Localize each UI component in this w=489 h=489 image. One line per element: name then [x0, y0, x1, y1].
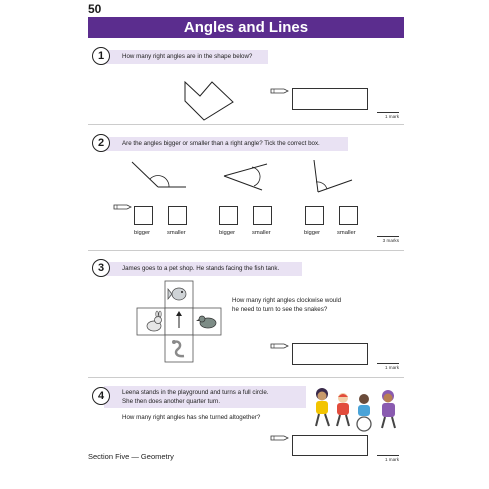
mark-line: [377, 363, 399, 364]
angle-3-figure: [306, 158, 356, 196]
playground-children-illustration: [310, 386, 410, 436]
section-footer: Section Five — Geometry: [88, 452, 174, 461]
question-4-line2: She then does another quarter turn.: [122, 398, 221, 405]
question-4-marks: 1 mark: [384, 457, 399, 462]
question-2-text: Are the angles bigger or smaller than a right angle? Tick the correct box.: [122, 140, 320, 147]
snake-icon: [170, 338, 190, 360]
pencil-icon: [271, 341, 289, 351]
parrot-icon: [196, 312, 220, 332]
mark-line: [377, 455, 399, 456]
question-4-line1: Leena stands in the playground and turns a full circle.: [122, 389, 269, 396]
q2c-smaller-box[interactable]: [339, 206, 358, 225]
question-3-line2: he need to turn to see the snakes?: [232, 306, 328, 313]
page-title: Angles and Lines: [183, 19, 309, 36]
question-3-answer-box[interactable]: [292, 343, 368, 365]
mark-line: [377, 236, 399, 237]
angle-2-figure: [222, 162, 272, 192]
q2c-smaller-label: smaller: [337, 230, 356, 236]
angle-1-figure: [130, 160, 190, 190]
q2a-smaller-box[interactable]: [168, 206, 187, 225]
q2b-bigger-box[interactable]: [219, 206, 238, 225]
question-3-intro: James goes to a pet shop. He stands facing the fish tank.: [122, 265, 280, 272]
pencil-icon: [114, 202, 132, 212]
rabbit-icon: [143, 311, 165, 333]
fish-icon: [168, 284, 190, 304]
separator: [88, 250, 404, 251]
question-3-line1: How many right angles clockwise would: [232, 297, 342, 304]
separator: [88, 377, 404, 378]
question-1-text: How many right angles are in the shape below?: [122, 53, 253, 60]
question-4-question: How many right angles has she turned altogether?: [122, 414, 261, 421]
q2c-bigger-label: bigger: [304, 230, 321, 236]
q2a-bigger-box[interactable]: [134, 206, 153, 225]
q2b-bigger-label: bigger: [219, 230, 236, 236]
question-2-number: 2: [92, 134, 110, 152]
question-4-answer-box[interactable]: [292, 435, 368, 456]
q2a-bigger-label: bigger: [134, 230, 151, 236]
question-3-marks: 1 mark: [384, 365, 399, 370]
separator: [88, 124, 404, 125]
q2a-smaller-label: smaller: [167, 230, 186, 236]
question-1-number: 1: [92, 47, 110, 65]
question-3-number: 3: [92, 259, 110, 277]
q2c-bigger-box[interactable]: [305, 206, 324, 225]
question-1-answer-box[interactable]: [292, 88, 368, 110]
q2b-smaller-box[interactable]: [253, 206, 272, 225]
question-2-marks: 3 marks: [382, 238, 399, 243]
pencil-icon: [271, 86, 289, 96]
l-shape-figure: [180, 70, 240, 120]
page-number: 50: [88, 2, 102, 16]
mark-line: [377, 112, 399, 113]
question-4-number: 4: [92, 387, 110, 405]
q2b-smaller-label: smaller: [252, 230, 271, 236]
question-1-marks: 1 mark: [384, 114, 399, 119]
pencil-icon: [271, 433, 289, 443]
